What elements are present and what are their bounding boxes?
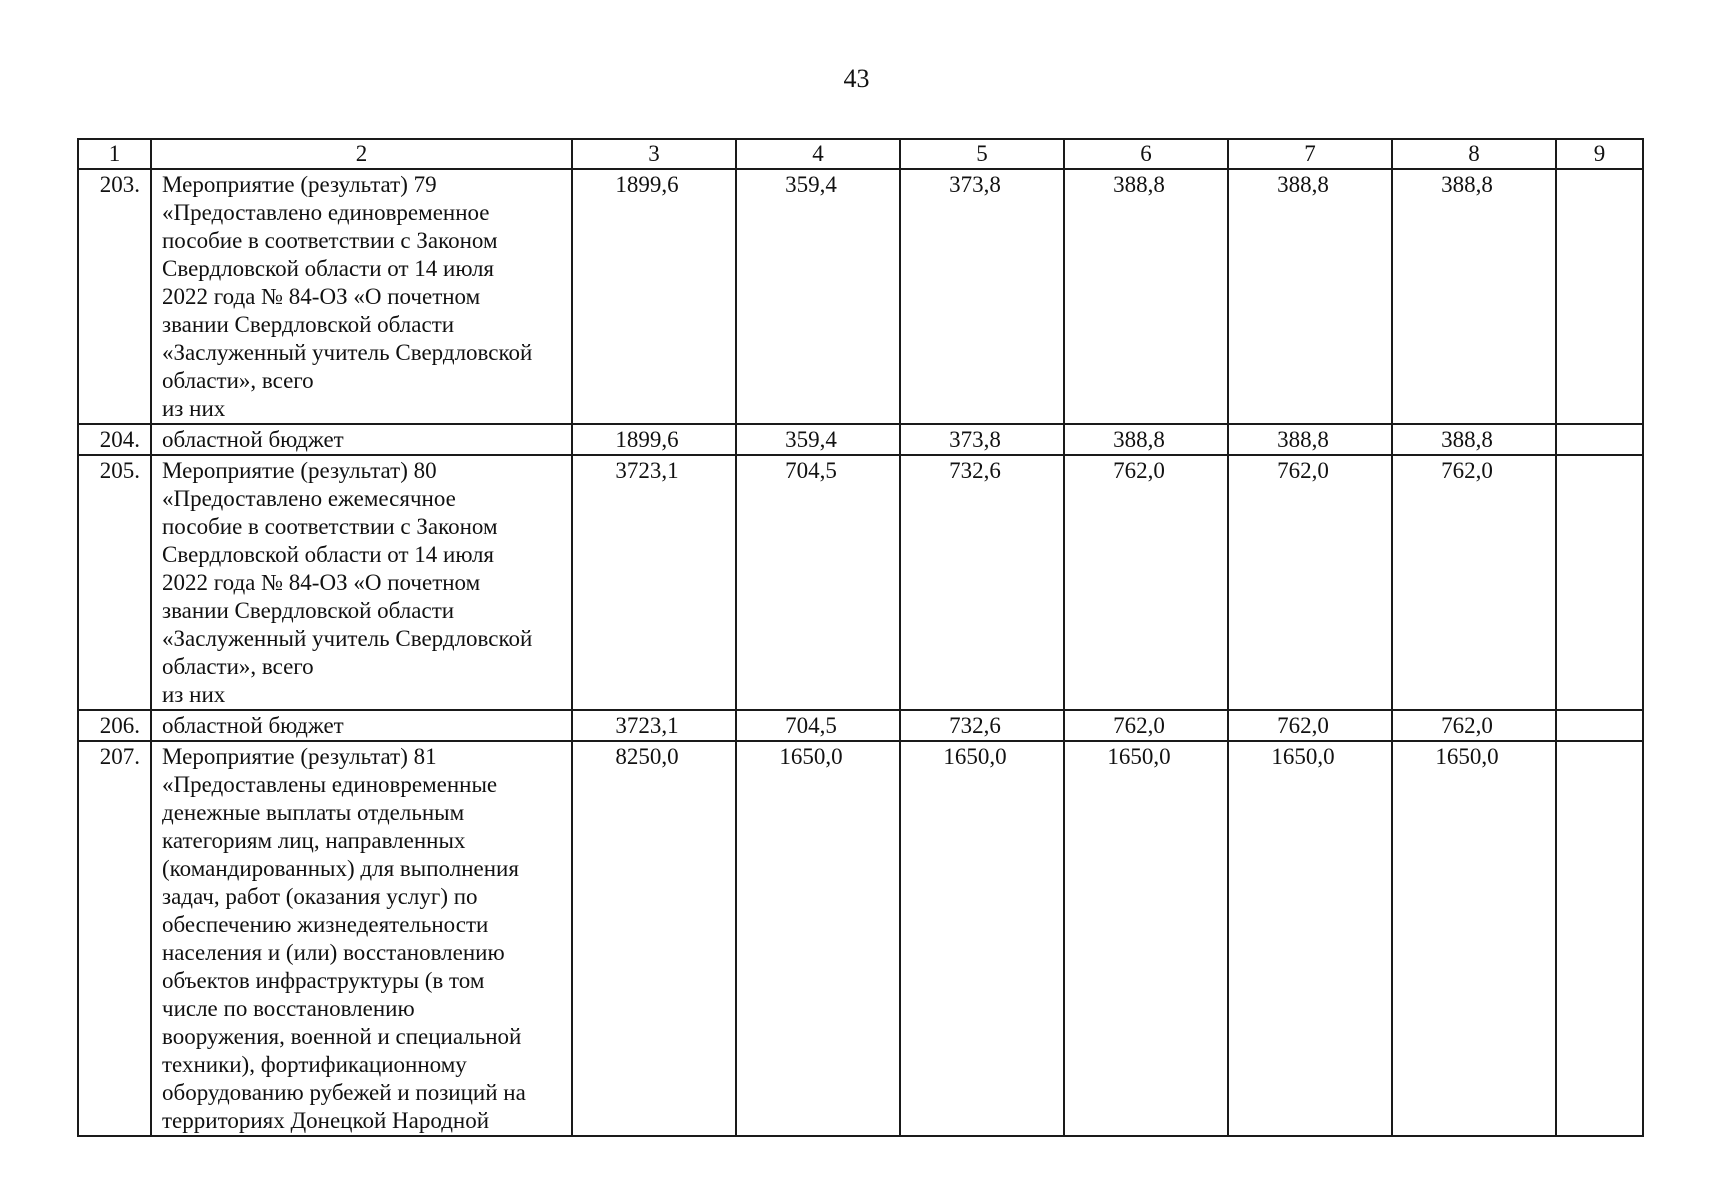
row-name-line: области», всего	[162, 654, 314, 679]
row-name-line: из них	[162, 682, 226, 707]
row-name-line: обеспечению жизнедеятельности	[162, 912, 489, 937]
row-name-line: звании Свердловской области	[162, 312, 455, 337]
column-header-7: 7	[1228, 139, 1392, 169]
table-body	[78, 169, 1643, 1136]
table-row	[78, 455, 1643, 710]
column-header-3: 3	[572, 139, 736, 169]
row-name-line: Мероприятие (результат) 80	[162, 458, 437, 483]
row-name	[151, 455, 572, 710]
row-value-col-7: 762,0	[1228, 710, 1392, 741]
row-value-col-4: 1650,0	[736, 741, 900, 1136]
row-name-line: категориям лиц, направленных	[162, 828, 466, 853]
row-name-line: населения и (или) восстановлению	[162, 940, 505, 965]
row-value-col-3: 1899,6	[572, 424, 736, 455]
row-value-col-5: 373,8	[900, 169, 1064, 424]
row-name-line: «Заслуженный учитель Свердловской	[162, 340, 533, 365]
row-number: 206.	[78, 710, 151, 741]
table-row	[78, 741, 1643, 1136]
row-value-col-3: 3723,1	[572, 455, 736, 710]
row-name-line: звании Свердловской области	[162, 598, 455, 623]
column-header-5: 5	[900, 139, 1064, 169]
row-value-col-6: 388,8	[1064, 169, 1228, 424]
row-value-col-5: 373,8	[900, 424, 1064, 455]
page-number: 43	[843, 64, 870, 93]
budget-table	[77, 138, 1644, 1137]
row-name	[151, 741, 572, 1136]
row-value-col-4: 704,5	[736, 455, 900, 710]
row-value-col-4: 359,4	[736, 169, 900, 424]
row-value-col-4: 704,5	[736, 710, 900, 741]
row-name-line: объектов инфраструктуры (в том	[162, 968, 485, 993]
row-name-line: Мероприятие (результат) 81	[162, 744, 437, 769]
row-name-line: числе по восстановлению	[162, 996, 415, 1021]
row-name-line: Свердловской области от 14 июля	[162, 542, 495, 567]
column-header-2: 2	[151, 139, 572, 169]
row-name-line: пособие в соответствии с Законом	[162, 228, 498, 253]
column-header-1: 1	[78, 139, 151, 169]
row-name-line: территориях Донецкой Народной	[162, 1108, 490, 1133]
row-number: 207.	[78, 741, 151, 1136]
row-value-col-7: 388,8	[1228, 424, 1392, 455]
row-value-col-7: 388,8	[1228, 169, 1392, 424]
row-value-col-8: 762,0	[1392, 710, 1556, 741]
row-name-line: «Предоставлено единовременное	[162, 200, 490, 225]
row-name-line: вооружения, военной и специальной	[162, 1024, 522, 1049]
row-value-col-3: 8250,0	[572, 741, 736, 1136]
row-name-line: задач, работ (оказания услуг) по	[162, 884, 478, 909]
column-header-4: 4	[736, 139, 900, 169]
row-value-col-6: 762,0	[1064, 710, 1228, 741]
row-value-col-6: 388,8	[1064, 424, 1228, 455]
row-name-line: Свердловской области от 14 июля	[162, 256, 495, 281]
row-name-line: «Предоставлено ежемесячное	[162, 486, 456, 511]
row-value-col-5: 732,6	[900, 710, 1064, 741]
row-value-col-7: 762,0	[1228, 455, 1392, 710]
row-number: 203.	[78, 169, 151, 424]
row-name	[151, 710, 572, 741]
column-header-8: 8	[1392, 139, 1556, 169]
table-row	[78, 169, 1643, 424]
row-name-line: областной бюджет	[162, 427, 344, 452]
row-value-col-7: 1650,0	[1228, 741, 1392, 1136]
row-name-line: области», всего	[162, 368, 314, 393]
row-value-col-9	[1556, 710, 1643, 741]
row-name-line: 2022 года № 84-ОЗ «О почетном	[162, 570, 481, 595]
row-value-col-3: 3723,1	[572, 710, 736, 741]
row-value-col-9	[1556, 424, 1643, 455]
row-name-line: из них	[162, 396, 226, 421]
row-value-col-6: 762,0	[1064, 455, 1228, 710]
row-value-col-8: 1650,0	[1392, 741, 1556, 1136]
row-value-col-5: 732,6	[900, 455, 1064, 710]
row-value-col-6: 1650,0	[1064, 741, 1228, 1136]
row-name-line: пособие в соответствии с Законом	[162, 514, 498, 539]
row-value-col-5: 1650,0	[900, 741, 1064, 1136]
row-name-line: Мероприятие (результат) 79	[162, 172, 437, 197]
table-row	[78, 424, 1643, 455]
row-number: 204.	[78, 424, 151, 455]
row-value-col-9	[1556, 169, 1643, 424]
row-number: 205.	[78, 455, 151, 710]
row-value-col-8: 388,8	[1392, 424, 1556, 455]
row-value-col-3: 1899,6	[572, 169, 736, 424]
row-name-line: 2022 года № 84-ОЗ «О почетном	[162, 284, 481, 309]
row-name-line: оборудованию рубежей и позиций на	[162, 1080, 526, 1105]
row-value-col-8: 762,0	[1392, 455, 1556, 710]
row-name-line: «Заслуженный учитель Свердловской	[162, 626, 533, 651]
row-name-line: денежные выплаты отдельным	[162, 800, 465, 825]
row-name-line: областной бюджет	[162, 713, 344, 738]
header-row	[78, 139, 1643, 169]
row-value-col-9	[1556, 741, 1643, 1136]
table-row	[78, 710, 1643, 741]
column-header-6: 6	[1064, 139, 1228, 169]
row-name-line: техники), фортификационному	[162, 1052, 467, 1077]
row-name	[151, 424, 572, 455]
row-name-line: «Предоставлены единовременные	[162, 772, 498, 797]
row-name	[151, 169, 572, 424]
row-name-line: (командированных) для выполнения	[162, 856, 519, 881]
column-header-9: 9	[1556, 139, 1643, 169]
row-value-col-4: 359,4	[736, 424, 900, 455]
row-value-col-8: 388,8	[1392, 169, 1556, 424]
row-value-col-9	[1556, 455, 1643, 710]
